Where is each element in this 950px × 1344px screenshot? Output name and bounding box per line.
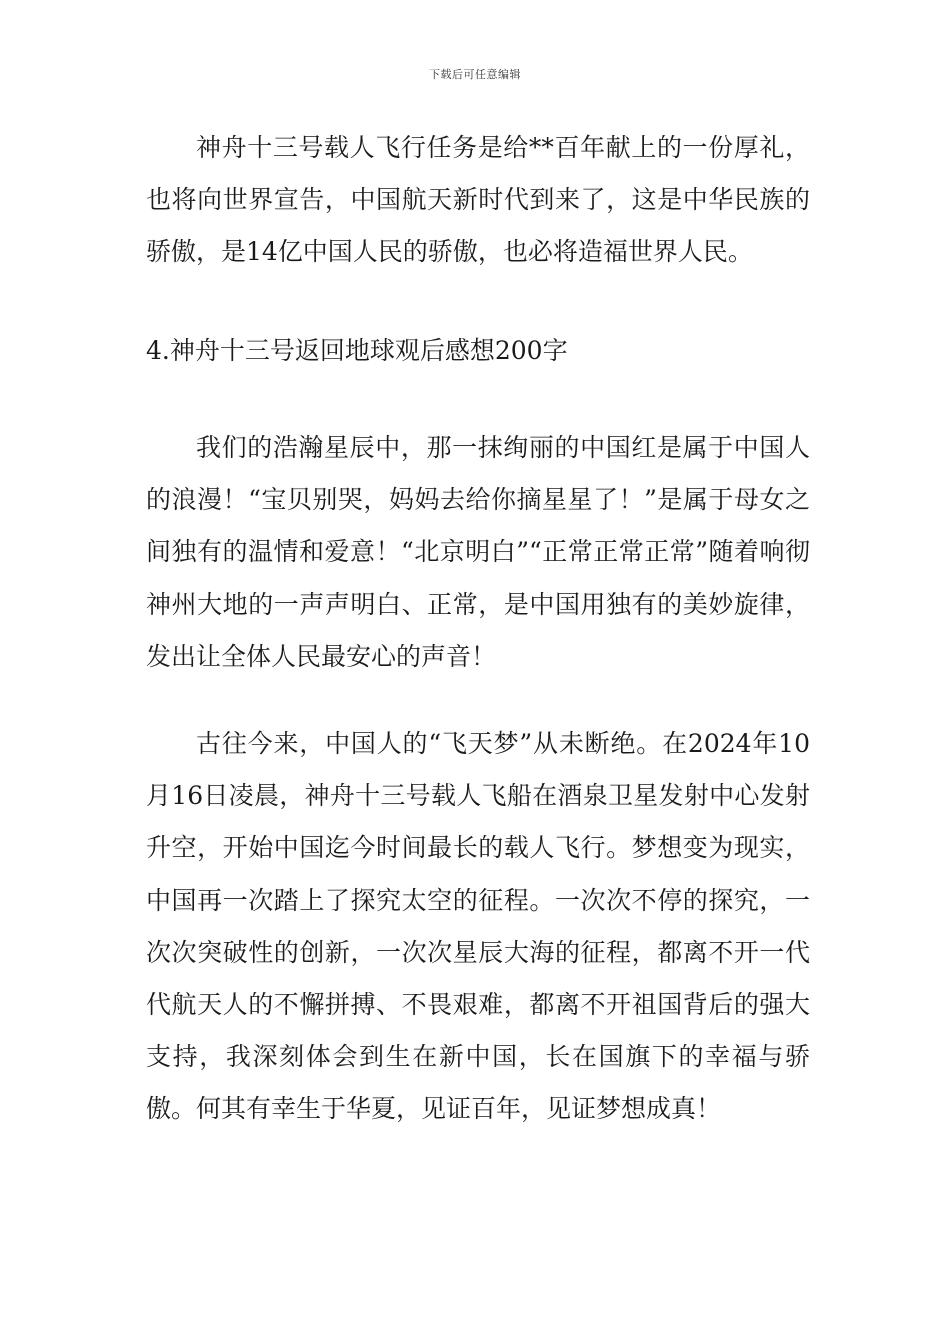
section-heading: 4.神舟十三号返回地球观后感想200字 (146, 336, 568, 365)
paragraph-1: 神舟十三号载人飞行任务是给**百年献上的一份厚礼，也将向世界宣告，中国航天新时代到来了，这是中华民族的骄傲，是14亿中国人民的骄傲，也必将造福世界人民。 (146, 133, 810, 267)
page-header-note: 下载后可任意编辑 (429, 68, 521, 81)
paragraph-3: 古往今来，中国人的“飞天梦”从未断绝。在2024年10月16日凌晨，神舟十三号载人飞船在酒泉卫星发射中心发射升空，开始中国迄今时间最长的载人飞行。梦想变为现实，中国再一次踏上了探究太空的征程。一次次不停的探究，一次次突破性的创新，一次次星辰大海的征程，都离不开一代代航天人的不懈拼搏、不畏艰难，都离不开祖国背后的强大支持，我深刻体会到生在新中国，长在国旗下的幸福与骄傲。何其有幸生于华夏，见证百年，见证梦想成真！ (146, 729, 810, 1124)
paragraph-2: 我们的浩瀚星辰中，那一抹绚丽的中国红是属于中国人的浪漫！“宝贝别哭，妈妈去给你摘星星了！”是属于母女之间独有的温情和爱意！“北京明白”“正常正常正常”随着响彻神州大地的一声声明白、正常，是中国用独有的美妙旋律，发出让全体人民最安心的声音！ (146, 433, 810, 671)
